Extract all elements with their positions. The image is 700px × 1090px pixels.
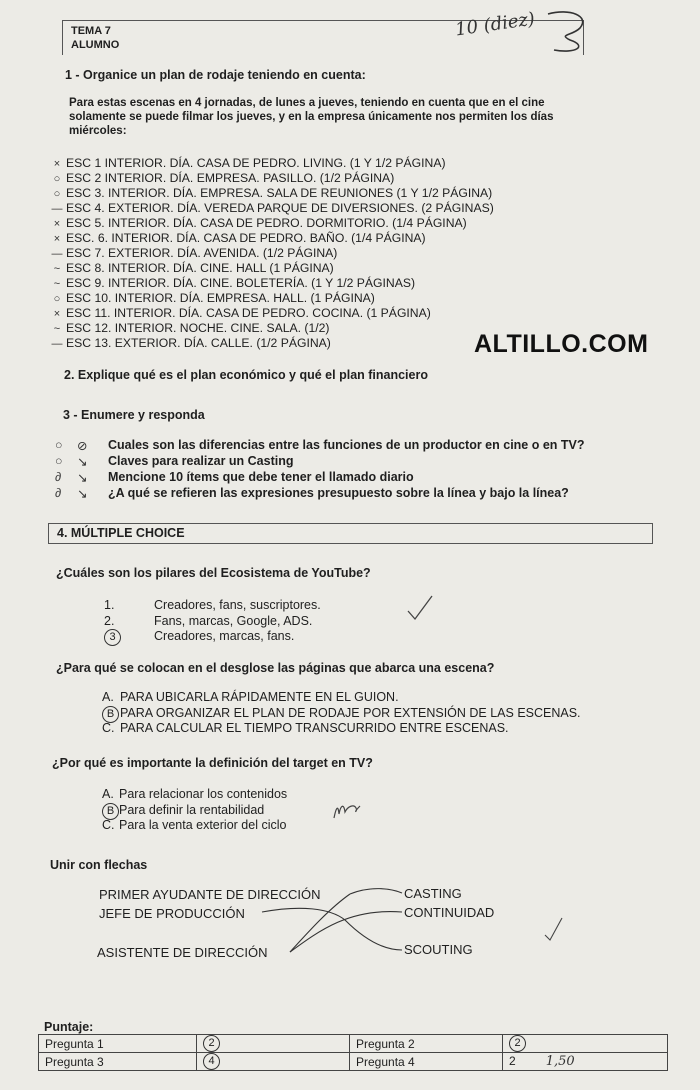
score-label: Pregunta 2 xyxy=(350,1035,503,1053)
q3-arrow-icon: ⊘ xyxy=(77,439,88,453)
scene-text: ESC 8. INTERIOR. DÍA. CINE. HALL (1 PÁGINA) xyxy=(66,261,334,275)
option-text: PARA CALCULAR EL TIEMPO TRANSCURRIDO ENTRE ESCENAS. xyxy=(120,721,509,735)
score-row xyxy=(39,1053,668,1071)
score-row xyxy=(39,1035,668,1053)
scene-mark-icon: × xyxy=(53,158,61,170)
option-text: Para la venta exterior del ciclo xyxy=(119,818,287,832)
handwritten-grade: 10 (diez) xyxy=(453,8,537,41)
score-label: Pregunta 4 xyxy=(350,1053,503,1071)
selected-option-icon: B xyxy=(102,706,119,723)
match-right-2: CONTINUIDAD xyxy=(404,905,495,920)
scene-mark-icon: × xyxy=(53,308,61,320)
q3-item-text: ¿A qué se refieren las expresiones presupuesto sobre la línea y bajo la línea? xyxy=(108,486,569,500)
scene-mark-icon: ○ xyxy=(53,188,61,200)
mc2-question: ¿Para qué se colocan en el desglose las páginas que abarca una escena? xyxy=(56,661,495,675)
selected-option-icon: B xyxy=(102,803,119,820)
q3-mark-icon: ○ xyxy=(55,454,63,468)
score-value: 4 xyxy=(197,1053,350,1071)
q1-intro-line1: Para estas escenas en 4 jornadas, de lunes a jueves, teniendo en cuenta que en el cine xyxy=(69,97,545,109)
q3-item-text: Mencione 10 ítems que debe tener el llamado diario xyxy=(108,470,414,484)
score-value: 2 1,50 xyxy=(503,1053,668,1071)
scene-text: ESC. 6. INTERIOR. DÍA. CASA DE PEDRO. BAÑO. (1/4 PÁGINA) xyxy=(66,231,426,245)
q3-arrow-icon: ↘ xyxy=(77,471,88,485)
q1-intro-line2: solamente se puede filmar los jueves, y en la empresa únicamente nos permiten los días xyxy=(69,111,554,123)
scene-mark-icon: ○ xyxy=(53,173,61,185)
option-label: 1. xyxy=(104,598,115,612)
scene-text: ESC 11. INTERIOR. DÍA. CASA DE PEDRO. COCINA. (1 PÁGINA) xyxy=(66,306,431,320)
option-text: Creadores, fans, suscriptores. xyxy=(154,598,321,612)
scene-text: ESC 3. INTERIOR. DÍA. EMPRESA. SALA DE REUNIONES (1 Y 1/2 PÁGINA) xyxy=(66,186,493,200)
q3-arrow-icon: ↘ xyxy=(77,455,88,469)
match-right-1: CASTING xyxy=(404,886,462,901)
match-left-2: JEFE DE PRODUCCIÓN xyxy=(99,906,245,921)
option-text: Para relacionar los contenidos xyxy=(119,787,288,801)
option-label: 2. xyxy=(104,613,115,628)
scene-mark-icon: ○ xyxy=(53,293,61,305)
selected-option-icon: 3 xyxy=(104,629,121,646)
scene-mark-icon: — xyxy=(51,338,63,350)
mc3-question: ¿Por qué es importante la definición del target en TV? xyxy=(52,756,373,770)
scene-mark-icon: ~ xyxy=(53,323,61,335)
option-text: Creadores, marcas, fans. xyxy=(154,629,295,643)
scene-text: ESC 13. EXTERIOR. DÍA. CALLE. (1/2 PÁGINA) xyxy=(66,336,331,350)
q3-item-text: Claves para realizar un Casting xyxy=(108,454,294,468)
option-label: C. xyxy=(102,721,115,735)
score-value: 2 xyxy=(503,1035,668,1053)
scene-text: ESC 12. INTERIOR. NOCHE. CINE. SALA. (1/2) xyxy=(66,321,330,335)
option-label: A. xyxy=(102,690,114,704)
q3-mark-icon: ∂ xyxy=(55,486,62,500)
q3-title: 3 - Enumere y responda xyxy=(63,408,205,422)
scene-text: ESC 10. INTERIOR. DÍA. EMPRESA. HALL. (1 PÁGINA) xyxy=(66,291,375,305)
score-title: Puntaje: xyxy=(44,1020,94,1034)
q3-arrow-icon: ↘ xyxy=(77,487,88,501)
topic-label: TEMA 7 xyxy=(71,25,111,37)
scene-mark-icon: × xyxy=(53,233,61,245)
student-label: ALUMNO xyxy=(71,39,120,51)
match-left-1: PRIMER AYUDANTE DE DIRECCIÓN xyxy=(99,887,321,902)
scene-mark-icon: × xyxy=(53,218,61,230)
q3-mark-icon: ∂ xyxy=(55,470,62,484)
scene-text: ESC 5. INTERIOR. DÍA. CASA DE PEDRO. DORMITORIO. (1/4 PÁGINA) xyxy=(66,216,467,230)
scene-text: ESC 1 INTERIOR. DÍA. CASA DE PEDRO. LIVING. (1 Y 1/2 PÁGINA) xyxy=(66,156,446,170)
q1-title: 1 - Organice un plan de rodaje teniendo en cuenta: xyxy=(65,68,366,82)
option-label: A. xyxy=(102,787,114,801)
q1-intro-line3: miércoles: xyxy=(69,125,127,137)
scene-text: ESC 7. EXTERIOR. DÍA. AVENIDA. (1/2 PÁGINA) xyxy=(66,246,338,260)
q3-item-text: Cuales son las diferencias entre las funciones de un productor en cine o en TV? xyxy=(108,438,585,452)
match-left-3: ASISTENTE DE DIRECCIÓN xyxy=(97,945,268,960)
mc-section-title: 4. MÚLTIPLE CHOICE xyxy=(57,526,185,540)
option-text: Fans, marcas, Google, ADS. xyxy=(154,613,313,628)
score-label: Pregunta 1 xyxy=(39,1035,197,1053)
watermark: ALTILLO.COM xyxy=(474,330,649,358)
option-label: C. xyxy=(102,818,115,832)
scene-mark-icon: ~ xyxy=(53,278,61,290)
score-label: Pregunta 3 xyxy=(39,1053,197,1071)
score-table xyxy=(38,1034,668,1071)
q2-title: 2. Explique qué es el plan económico y qué el plan financiero xyxy=(64,368,428,382)
match-title: Unir con flechas xyxy=(50,858,148,872)
scene-text: ESC 9. INTERIOR. DÍA. CINE. BOLETERÍA. (1 Y 1/2 PÁGINAS) xyxy=(66,276,416,290)
option-text: PARA UBICARLA RÁPIDAMENTE EN EL GUION. xyxy=(120,690,399,704)
score-value: 2 xyxy=(197,1035,350,1053)
scene-text: ESC 2 INTERIOR. DÍA. EMPRESA. PASILLO. (1/2 PÁGINA) xyxy=(66,171,395,185)
option-text: PARA ORGANIZAR EL PLAN DE RODAJE POR EXTENSIÓN DE LAS ESCENAS. xyxy=(120,705,581,720)
option-text: Para definir la rentabilidad xyxy=(119,802,265,817)
scene-mark-icon: ~ xyxy=(53,263,61,275)
q3-mark-icon: ○ xyxy=(55,438,63,452)
scene-mark-icon: — xyxy=(51,203,63,215)
mc1-question: ¿Cuáles son los pilares del Ecosistema de YouTube? xyxy=(56,566,371,580)
match-right-3: SCOUTING xyxy=(404,942,473,957)
scene-text: ESC 4. EXTERIOR. DÍA. VEREDA PARQUE DE DIVERSIONES. (2 PÁGINAS) xyxy=(66,201,494,215)
scene-mark-icon: — xyxy=(51,248,63,260)
